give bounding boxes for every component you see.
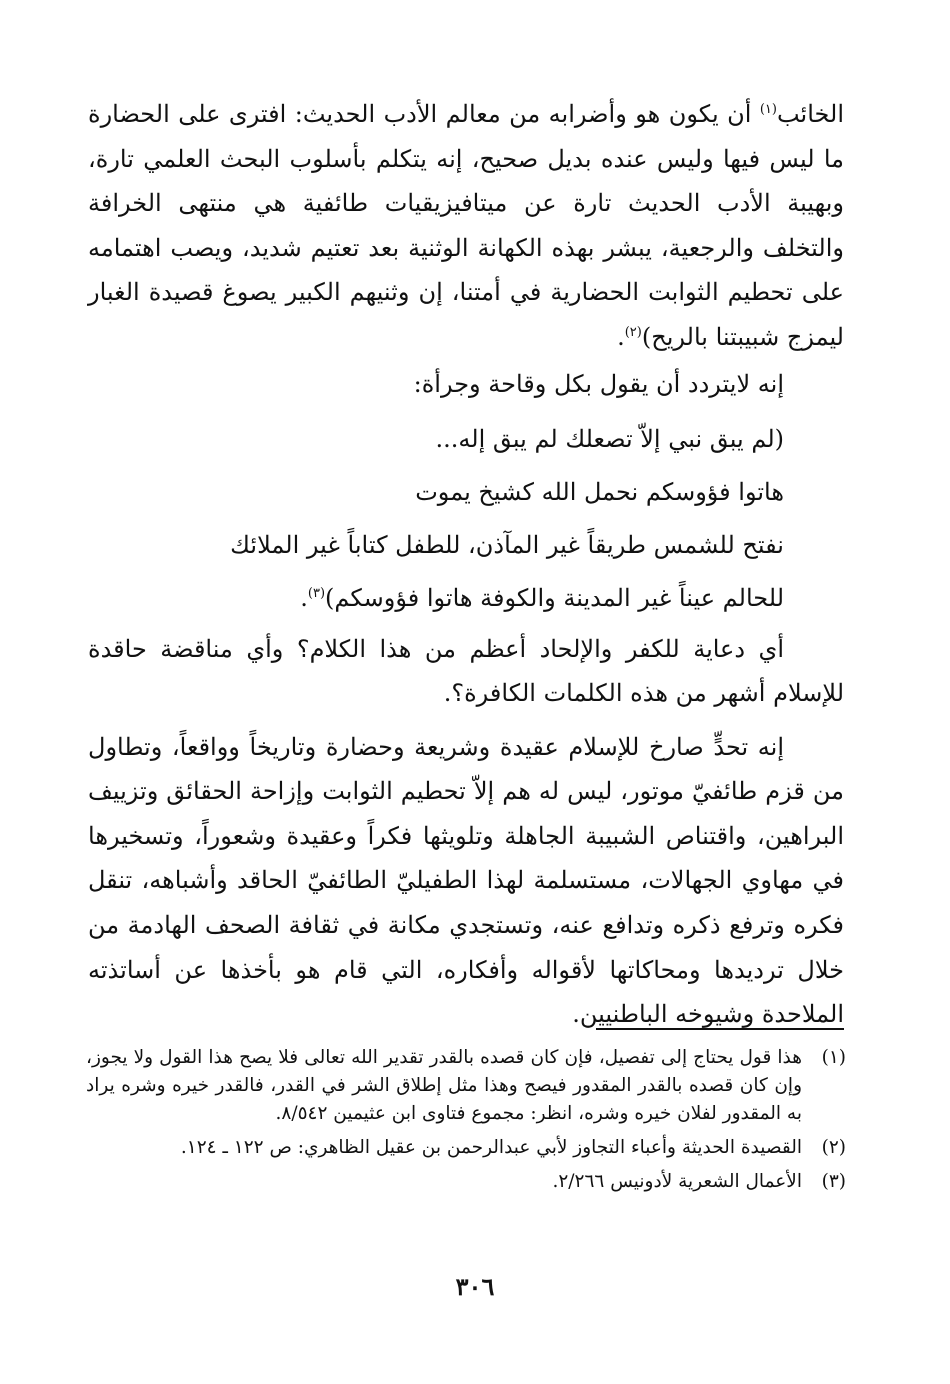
footnote-number: (١) [821,1047,846,1068]
paragraph-5 [88,725,844,1037]
poem-line-3: نفتح للشمس طريقاً غير المآذن، للطفل كتاباً غير الملائك [230,530,784,559]
paragraph-4-text: أي دعاية للكفر والإلحاد أعظم من هذا الكلام؟ وأي مناقضة حاقدة للإسلام أشهر من هذه الكلمات الكافرة؟. [88,634,844,708]
paragraph-1 [88,92,844,360]
paragraph-2-text: إنه لايتردد أن يقول بكل وقاحة وجرأة: [413,370,784,398]
footnote-3 [86,1168,846,1196]
footnote-separator [596,1028,844,1030]
footnote-number: (٣) [821,1171,846,1192]
footnote-ref-1: (١) [759,102,777,117]
footnotes [86,1044,846,1202]
poem-line-1: (لم يبق نبي إلاّ تصعلك لم يبق إله... [435,424,784,453]
footnote-number: (٢) [821,1137,846,1158]
footnote-ref-3: (٣) [307,585,326,601]
footnote-text: الأعمال الشعرية لأدونيس ٢/٢٦٦. [552,1171,802,1192]
poem-line-4-text: للحالم عيناً غير المدينة والكوفة هاتوا فؤوسكم) [325,583,784,612]
paragraph-1-start: الخائب [776,100,845,128]
paragraph-4 [88,627,844,717]
page-body [88,92,844,1037]
paragraph-5-text: إنه تحدٍّ صارخ للإسلام عقيدة وشريعة وحضارة وتاريخاً وواقعاً، وتطاول من قزم طائفيّ موتور، ليس له هم إلاّ تحطيم الثوابت وإزاحة الحقائق وتزييف البراهين، واقتناص الشبيبة الجاهلة وتلويثها فكراً وعقيدة وشعوراً، وتسخيرها في مهاوي الجهالات، مستسلمة لهذا الطفيليّ الطائفيّ الحاقد وأشباهه، تنقل فكره وترفع ذكره وتدافع عنه، وتستجدي مكانة في ثقافة الصحف الهادمة من خلال ترديدها ومحاكاتها لأقواله وأفكاره، التي قام هو بأخذها عن أساتذته الملاحدة وشيوخه الباطنيين. [88,732,844,1029]
footnote-2 [86,1134,846,1162]
paragraph-1-end: . [617,322,625,351]
paragraph-2 [88,362,844,407]
poem-quote [88,413,844,625]
footnote-ref-2: (٢) [624,324,642,340]
paragraph-1-body: أن يكون هو وأضرابه من معالم الأدب الحديث: افترى على الحضارة ما ليس فيها وليس عنده بديل صحيح، إنه يتكلم بأسلوب البحث العلمي تارة، وبهيبة الأدب الحديث تارة عن ميتافيزيقيات طائفية هي منتهى الخرافة والتخلف والرجعية، يبشر بهذه الكهانة الوثنية بعد تعتيم شديد، ويصب اهتمامه على تحطيم الثوابت الحضارية في أمتنا، إن وثنيهم الكبير يصوغ قصيدة الغبار ليمزج شبيبتنا بالريح) [88,100,844,351]
footnote-1 [86,1044,846,1128]
poem-line-2: هاتوا فؤوسكم نحمل الله كشيخ يموت [415,477,784,506]
poem-line-4 [88,572,784,625]
footnote-text: القصيدة الحديثة وأعباء التجاوز لأبي عبدالرحمن بن عقيل الظاهري: ص ١٢٢ ـ ١٢٤. [180,1137,802,1158]
footnote-text: هذا قول يحتاج إلى تفصيل، فإن كان قصده بالقدر تقدير الله تعالى فلا يصح هذا القول ولا يجوز، وإن كان قصده بالقدر المقدور فيصح وهذا مثل إطلاق الشر في القدر، فالقدر خيره وشره يراد به المقدور لفلان خيره وشره، انظر: مجموع فتاوى ابن عثيمين ٨/٥٤٢. [86,1047,802,1124]
page-number: ٣٠٦ [455,1272,495,1301]
poem-line-4-end: . [300,583,308,612]
